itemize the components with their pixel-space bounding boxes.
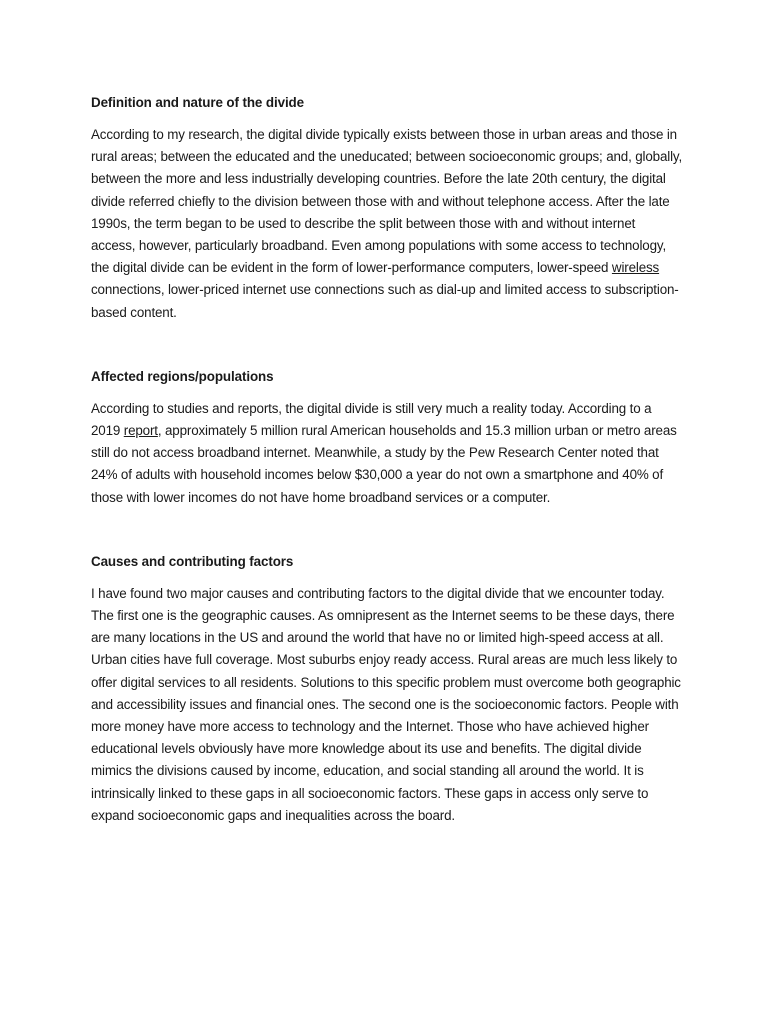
section-causes — [91, 553, 683, 827]
section-definition — [91, 94, 683, 324]
paragraph-text: According to my research, the digital divide typically exists between those in urban areas and those in rural areas; between the educated and the uneducated; between socioeconomic groups; and, globally, between the more and less industrially developing countries. Before the late 20th century, the digital divide referred chiefly to the division between those with and without telephone access. After the late 1990s, the term began to be used to describe the split between those with and without internet access, however, particularly broadband. Even among populations with some access to technology, the digital divide can be evident in the form of lower-performance computers, lower-speed — [91, 127, 683, 276]
document-body — [91, 94, 683, 827]
paragraph-text: connections, lower-priced internet use connections such as dial-up and limited access to subscription-based content. — [91, 282, 679, 320]
section-paragraph — [91, 398, 683, 509]
wireless-link[interactable]: wireless — [611, 260, 660, 276]
section-affected-regions — [91, 368, 683, 509]
report-link[interactable]: report — [123, 423, 158, 439]
section-heading: Definition and nature of the divide — [91, 95, 304, 110]
section-heading: Affected regions/populations — [91, 368, 274, 384]
section-spacer — [91, 509, 683, 553]
paragraph-text: According to studies and reports, the digital divide is still very much a reality today. According to a 2019 — [91, 400, 652, 439]
paragraph-text: , approximately 5 million rural American households and 15.3 million urban or metro areas still do not access broadband internet. Meanwhile, a study by the Pew Research Center noted that 24% of adults with household incomes below $30,000 a year do not own a smartphone and 40% of those with lower incomes do not have home broadband services or a computer. — [91, 423, 677, 505]
section-heading: Causes and contributing factors — [91, 553, 294, 569]
section-paragraph: I have found two major causes and contributing factors to the digital divide that we encounter today. The first one is the geographic causes. As omnipresent as the Internet seems to be these days, there are many locations in the US and around the world that have no or limited high-speed access at all. Urban cities have full coverage. Most suburbs enjoy ready access. Rural areas are much less likely to offer digital services to all residents. Solutions to this specific problem must overcome both geographic and accessibility issues and financial ones. The second one is the socioeconomic factors. People with more money have more access to technology and the Internet. Those who have achieved higher educational levels obviously have more knowledge about its use and benefits. The digital divide mimics the divisions caused by income, education, and social standing all around the world. It is intrinsically linked to these gaps in all socioeconomic factors. These gaps in access only serve to expand socioeconomic gaps and inequalities across the board. — [91, 585, 681, 823]
section-paragraph — [91, 124, 683, 324]
section-spacer — [91, 324, 683, 368]
